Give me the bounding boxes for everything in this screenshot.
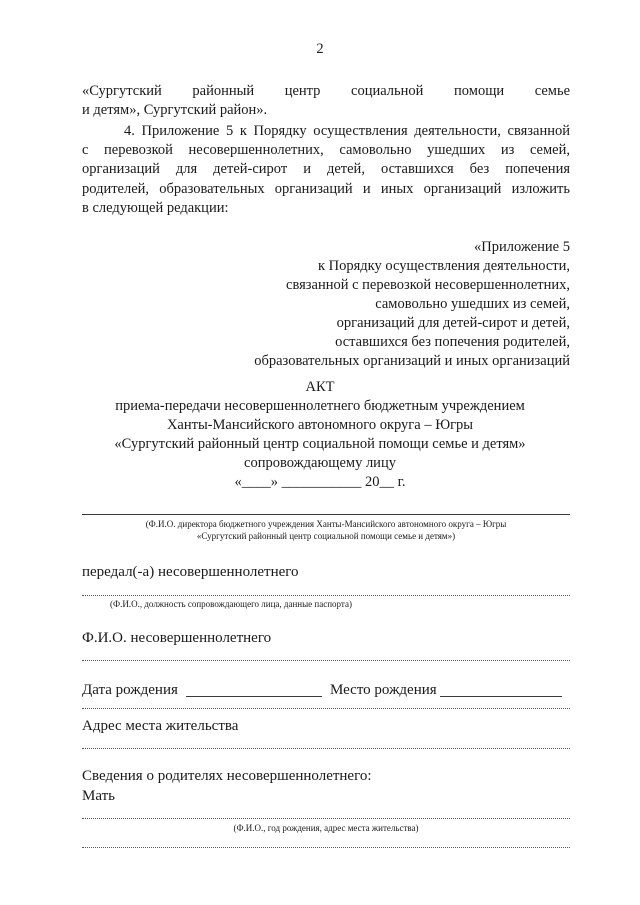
act-subtitle-line: сопровождающему лицу — [244, 455, 396, 471]
birth-extra-rule — [82, 708, 570, 709]
escort-rule — [82, 595, 570, 596]
transferred-label: передал(-а) несовершеннолетнего — [82, 564, 299, 580]
director-caption-2: «Сургутский районный центр социальной помощи семье и детям») — [196, 531, 456, 541]
item4-line-5: в следующей редакции: — [82, 200, 229, 216]
mother-rule-2 — [82, 847, 570, 848]
appendix-header-line: «Приложение 5 — [474, 239, 570, 255]
birth-place-field[interactable] — [440, 696, 562, 697]
director-name-rule — [82, 514, 570, 515]
birth-date-label: Дата рождения — [82, 682, 178, 698]
minor-name-label: Ф.И.О. несовершеннолетнего — [82, 630, 272, 646]
appendix-header-line: образовательных организаций и иных организаций — [254, 353, 570, 369]
director-caption-1: (Ф.И.О. директора бюджетного учреждения Ханты-Мансийского автономного округа – Югры — [145, 519, 507, 529]
mother-label: Мать — [82, 788, 116, 804]
act-date-line: «____» ___________ 20__ г. — [234, 474, 406, 490]
item4-line-2: с перевозкой несовершеннолетних, самовольно ушедших из семей, — [82, 142, 570, 158]
appendix-header-line: самовольно ушедших из семей, — [375, 296, 570, 312]
appendix-header-line: связанной с перевозкой несовершеннолетних, — [286, 277, 570, 293]
appendix-header-line: оставшихся без попечения родителей, — [335, 334, 570, 350]
mother-rule — [82, 818, 570, 819]
item4-line-1: 4. Приложение 5 к Порядку осуществления деятельности, связанной — [124, 123, 570, 139]
intro-line-1: «Сургутский районный центр социальной помощи семье — [82, 83, 570, 99]
birth-place-label: Место рождения — [330, 682, 437, 698]
page-number: 2 — [316, 41, 324, 57]
act-title-block — [60, 378, 580, 492]
act-subtitle-line: «Сургутский районный центр социальной помощи семье и детям» — [114, 436, 526, 452]
appendix-header-line: организаций для детей-сирот и детей, — [336, 315, 570, 331]
item4-line-4: родителей, образовательных организаций и иных организаций изложить — [82, 181, 570, 197]
birth-date-field[interactable] — [186, 696, 322, 697]
escort-caption: (Ф.И.О., должность сопровождающего лица, данные паспорта) — [110, 599, 352, 609]
address-label: Адрес места жительства — [82, 718, 239, 734]
act-title: АКТ — [305, 379, 335, 395]
minor-name-rule — [82, 660, 570, 661]
item4-line-3: организаций для детей-сирот и детей, оставшихся без попечения — [82, 161, 570, 177]
address-rule — [82, 748, 570, 749]
act-subtitle-line: приема-передачи несовершеннолетнего бюджетным учреждением — [115, 398, 525, 414]
appendix-header-line: к Порядку осуществления деятельности, — [317, 258, 570, 274]
appendix-header — [150, 238, 570, 371]
intro-line-2: и детям», Сургутский район». — [82, 102, 268, 118]
act-subtitle-line: Ханты-Мансийского автономного округа – Югры — [166, 417, 474, 433]
mother-caption: (Ф.И.О., год рождения, адрес места жительства) — [233, 823, 419, 833]
parents-label: Сведения о родителях несовершеннолетнего: — [82, 768, 372, 784]
